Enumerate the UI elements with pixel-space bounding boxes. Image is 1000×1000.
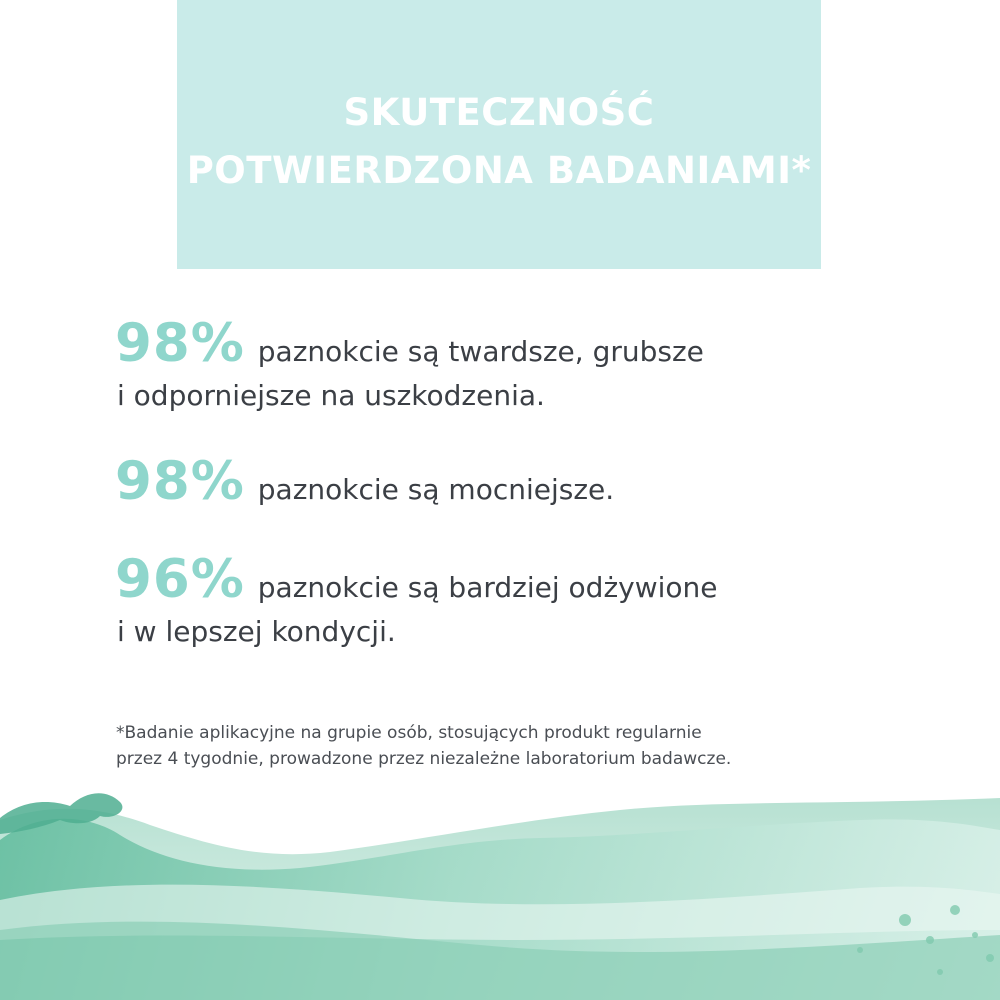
stat-text-continued: i w lepszej kondycji.	[117, 615, 396, 648]
title-line-1: SKUTECZNOŚĆ	[343, 91, 655, 134]
stat-item-3	[115, 549, 718, 654]
droplet	[937, 969, 943, 975]
stat-text: paznokcie są mocniejsze.	[257, 473, 615, 506]
stat-percent: 98%	[115, 313, 245, 374]
stat-percent: 98%	[115, 451, 245, 512]
page-title	[177, 84, 821, 200]
footnote-line-1: *Badanie aplikacyjne na grupie osób, stosujących produkt regularnie	[116, 723, 702, 743]
droplet	[857, 947, 863, 953]
droplet	[926, 936, 934, 944]
stat-text-continued: i odporniejsze na uszkodzenia.	[117, 379, 545, 412]
title-line-2: POTWIERDZONA BADANIAMI*	[186, 149, 812, 192]
droplet	[972, 932, 978, 938]
droplet	[986, 954, 994, 962]
stat-text: paznokcie są twardsze, grubsze	[257, 335, 704, 368]
footnote-line-2: przez 4 tygodnie, prowadzone przez niezależne laboratorium badawcze.	[116, 749, 732, 769]
stat-text: paznokcie są bardziej odżywione	[257, 571, 718, 604]
droplet	[899, 914, 911, 926]
footnote	[116, 720, 731, 772]
droplet	[950, 905, 960, 915]
stat-item-2	[115, 451, 615, 512]
header-banner	[177, 0, 821, 269]
water-splash-graphic	[0, 780, 1000, 1000]
stat-item-1	[115, 313, 704, 418]
stat-percent: 96%	[115, 549, 245, 610]
